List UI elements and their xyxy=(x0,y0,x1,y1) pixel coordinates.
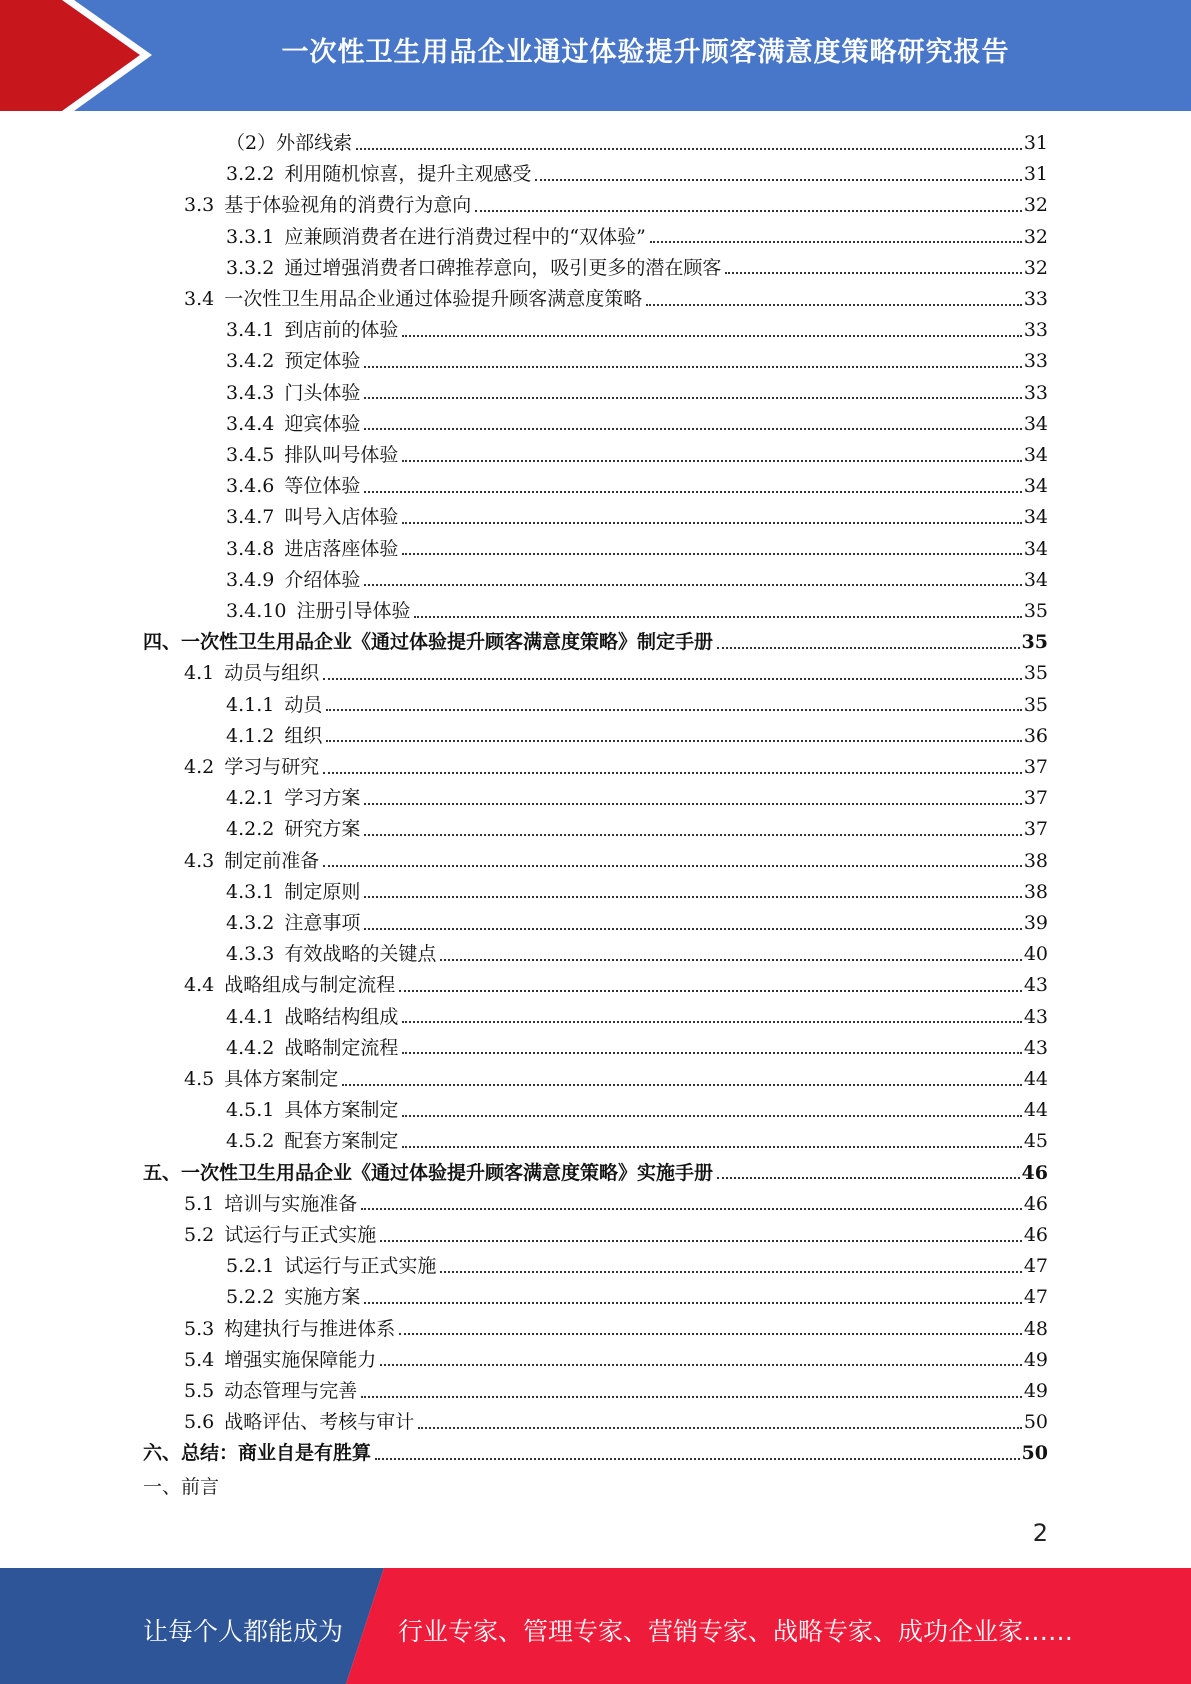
toc-entry-label: 具体方案制定 xyxy=(224,1068,339,1090)
toc-entry-number: 3.4.7 xyxy=(226,506,275,529)
toc-dot-leader xyxy=(717,1177,1020,1179)
toc-entry-label: 注册引导体验 xyxy=(296,600,411,622)
toc-entry[interactable] xyxy=(226,502,1048,533)
toc-entry-page: 37 xyxy=(1023,787,1048,810)
toc-entry-number: 5.4 xyxy=(184,1348,215,1371)
toc-entry[interactable] xyxy=(226,690,1048,721)
toc-dot-leader xyxy=(646,304,1022,306)
toc-entry[interactable] xyxy=(143,1158,1048,1189)
toc-entry[interactable] xyxy=(226,1033,1048,1064)
toc-entry-label: 试运行与正式实施 xyxy=(284,1255,437,1278)
toc-entry-label: 到店前的体验 xyxy=(284,319,399,342)
document-title: 一次性卫生用品企业通过体验提升顾客满意度策略研究报告 xyxy=(281,37,1010,68)
toc-entry-page: 50 xyxy=(1023,1411,1048,1434)
toc-entry-page: 32 xyxy=(1023,194,1048,217)
toc-entry-number: 4.2.1 xyxy=(226,787,275,810)
toc-dot-leader xyxy=(414,616,1021,618)
toc-entry[interactable] xyxy=(226,814,1048,845)
toc-dot-leader xyxy=(418,1427,1022,1429)
toc-entry-number: 4.4.1 xyxy=(226,1005,275,1028)
toc-entry-page: 33 xyxy=(1023,319,1048,342)
toc-entry[interactable] xyxy=(184,1376,1048,1407)
toc-dot-leader xyxy=(440,959,1021,961)
toc-entry-page: 33 xyxy=(1023,381,1048,404)
toc-entry-number: 5.2.1 xyxy=(226,1255,275,1278)
toc-entry[interactable] xyxy=(143,627,1048,658)
toc-dot-leader xyxy=(380,1240,1022,1242)
toc-entry[interactable] xyxy=(226,440,1048,471)
toc-dot-leader xyxy=(535,179,1021,181)
toc-dot-leader xyxy=(402,553,1021,555)
toc-entry-page: 43 xyxy=(1023,1005,1048,1028)
toc-entry-page: 34 xyxy=(1023,444,1048,466)
toc-entry[interactable] xyxy=(226,128,1048,159)
toc-entry-label: 试运行与正式实施 xyxy=(224,1224,377,1246)
toc-entry-page: 46 xyxy=(1023,1192,1048,1215)
toc-entry-page: 50 xyxy=(1021,1442,1048,1465)
toc-entry-label: 叫号入店体验 xyxy=(284,506,399,529)
toc-entry-label: 战略结构组成 xyxy=(284,1005,399,1028)
toc-entry[interactable] xyxy=(226,315,1048,346)
toc-entry[interactable] xyxy=(226,1095,1048,1126)
toc-entry-number: 3.4.10 xyxy=(226,600,287,622)
toc-entry-label: 通过增强消费者口碑推荐意向，吸引更多的潜在顾客 xyxy=(284,256,722,279)
toc-entry-label: （2）外部线索 xyxy=(226,132,353,154)
toc-entry[interactable] xyxy=(226,1251,1048,1282)
toc-entry[interactable] xyxy=(226,939,1048,970)
toc-entry[interactable] xyxy=(226,565,1048,596)
toc-entry-number: 4.5 xyxy=(184,1068,215,1090)
toc-entry-number: 4.2.2 xyxy=(226,818,275,841)
toc-entry[interactable] xyxy=(226,877,1048,908)
toc-entry-number: 3.4.8 xyxy=(226,537,275,560)
toc-entry-number: 5.3 xyxy=(184,1317,215,1340)
toc-entry-number: 4.1 xyxy=(184,662,215,685)
toc-entry[interactable] xyxy=(184,1220,1048,1251)
toc-entry-label: 动员 xyxy=(284,693,323,716)
toc-entry-page: 47 xyxy=(1023,1286,1048,1309)
toc-entry-page: 39 xyxy=(1023,912,1048,934)
toc-entry[interactable] xyxy=(226,159,1048,190)
toc-dot-leader xyxy=(725,272,1021,274)
toc-entry-label: 制定前准备 xyxy=(224,849,320,872)
toc-entry-number: 3.4 xyxy=(184,288,215,310)
toc-entry[interactable] xyxy=(226,534,1048,565)
toc-entry-number: 4.3 xyxy=(184,849,215,872)
toc-entry-page: 40 xyxy=(1023,943,1048,966)
toc-dot-leader xyxy=(364,491,1021,493)
toc-entry[interactable] xyxy=(184,1407,1048,1438)
toc-entry-number: 3.4.3 xyxy=(226,381,275,404)
toc-entry-number: 4.2 xyxy=(184,756,215,778)
toc-entry-label: 实施方案 xyxy=(284,1286,361,1309)
toc-dot-leader xyxy=(361,1208,1022,1210)
toc-entry-label: 迎宾体验 xyxy=(284,412,361,435)
toc-entry-label: 介绍体验 xyxy=(284,568,361,591)
toc-entry[interactable] xyxy=(184,190,1048,221)
toc-dot-leader xyxy=(399,990,1022,992)
toc-entry-page: 43 xyxy=(1023,974,1048,997)
toc-entry-page: 34 xyxy=(1023,568,1048,591)
toc-dot-leader xyxy=(364,803,1021,805)
toc-entry-label: 培训与实施准备 xyxy=(224,1192,358,1215)
toc-entry[interactable] xyxy=(226,908,1048,939)
toc-entry-label: 五、一次性卫生用品企业《通过体验提升顾客满意度策略》实施手册 xyxy=(143,1161,714,1184)
toc-entry-page: 34 xyxy=(1023,506,1048,529)
toc-dot-leader xyxy=(402,1115,1021,1117)
toc-dot-leader xyxy=(402,1021,1021,1023)
toc-entry-label: 构建执行与推进体系 xyxy=(224,1317,396,1340)
toc-entry-page: 34 xyxy=(1023,412,1048,435)
toc-entry-page: 45 xyxy=(1023,1130,1048,1153)
toc-entry-label: 具体方案制定 xyxy=(284,1099,399,1122)
toc-entry-preface[interactable] xyxy=(143,1472,219,1503)
toc-dot-leader xyxy=(323,678,1022,680)
toc-dot-leader xyxy=(375,1458,1020,1460)
toc-entry-number: 3.3.2 xyxy=(226,256,275,279)
toc-entry[interactable] xyxy=(143,1438,1048,1469)
toc-entry[interactable] xyxy=(184,970,1048,1001)
toc-entry-label: 应兼顾消费者在进行消费过程中的“双体验” xyxy=(284,225,646,248)
toc-dot-leader xyxy=(323,865,1022,867)
toc-entry-number: 5.5 xyxy=(184,1380,215,1402)
toc-entry-number: 4.4.2 xyxy=(226,1036,275,1059)
toc-entry-label: 预定体验 xyxy=(284,350,361,373)
toc-entry-number: 4.5.1 xyxy=(226,1099,275,1122)
toc-entry-number: 3.4.2 xyxy=(226,350,275,373)
toc-entry-number: 4.3.1 xyxy=(226,880,275,903)
toc-entry[interactable] xyxy=(226,378,1048,409)
toc-dot-leader xyxy=(323,772,1022,774)
toc-entry-number: 4.3.3 xyxy=(226,943,275,966)
toc-entry-number: 3.3 xyxy=(184,194,215,217)
toc-dot-leader xyxy=(402,1146,1021,1148)
toc-entry-label: 研究方案 xyxy=(284,818,361,841)
toc-entry-number: 3.4.5 xyxy=(226,444,275,466)
toc-entry-page: 31 xyxy=(1023,163,1048,186)
toc-entry-label: 动员与组织 xyxy=(224,662,320,685)
page-footer xyxy=(0,1568,1191,1684)
toc-entry-label: 动态管理与完善 xyxy=(224,1380,358,1402)
footer-slogan-left: 让每个人都能成为 xyxy=(143,1617,344,1646)
toc-entry-label: 制定原则 xyxy=(284,880,361,903)
toc-entry-number: 5.2 xyxy=(184,1224,215,1246)
toc-entry[interactable] xyxy=(226,783,1048,814)
toc-entry-label: 战略制定流程 xyxy=(284,1036,399,1059)
toc-entry[interactable] xyxy=(184,846,1048,877)
toc-entry-page: 32 xyxy=(1023,225,1048,248)
toc-dot-leader xyxy=(364,1302,1021,1304)
toc-entry-number: 4.4 xyxy=(184,974,215,997)
toc-entry[interactable] xyxy=(184,1345,1048,1376)
toc-entry-label: 学习方案 xyxy=(284,787,361,810)
toc-entry-number: 3.4.9 xyxy=(226,568,275,591)
toc-dot-leader xyxy=(440,1271,1021,1273)
toc-entry-page: 47 xyxy=(1023,1255,1048,1278)
toc-dot-leader xyxy=(402,1052,1021,1054)
toc-entry-page: 33 xyxy=(1023,350,1048,373)
toc-entry-page: 38 xyxy=(1023,849,1048,872)
toc-dot-leader xyxy=(364,366,1021,368)
toc-entry-page: 34 xyxy=(1023,475,1048,498)
toc-entry[interactable] xyxy=(226,409,1048,440)
toc-entry-number: 4.5.2 xyxy=(226,1130,275,1153)
toc-entry-label: 等位体验 xyxy=(284,475,361,498)
toc-entry-number: 4.1.1 xyxy=(226,693,275,716)
toc-dot-leader xyxy=(402,522,1021,524)
toc-dot-leader xyxy=(342,1084,1022,1086)
toc-entry-label: 利用随机惊喜，提升主观感受 xyxy=(284,163,532,186)
toc-entry-page: 31 xyxy=(1023,132,1048,154)
toc-entry-number: 3.4.6 xyxy=(226,475,275,498)
toc-entry[interactable] xyxy=(226,1126,1048,1157)
toc-dot-leader xyxy=(326,709,1021,711)
toc-entry-page: 33 xyxy=(1023,288,1048,310)
toc-entry[interactable] xyxy=(184,1314,1048,1345)
toc-entry-label: 战略组成与制定流程 xyxy=(224,974,396,997)
toc-dot-leader xyxy=(380,1364,1022,1366)
toc-entry-number: 3.4.1 xyxy=(226,319,275,342)
toc-entry-page: 44 xyxy=(1023,1068,1048,1090)
toc-dot-leader xyxy=(326,740,1021,742)
toc-entry[interactable] xyxy=(226,596,1048,627)
toc-entry[interactable] xyxy=(184,658,1048,689)
toc-entry-number: 4.3.2 xyxy=(226,912,275,934)
footer-slogan-right: 行业专家、管理专家、营销专家、战略专家、成功企业家…… xyxy=(398,1617,1074,1646)
toc-entry-page: 46 xyxy=(1021,1161,1048,1184)
toc-entry-number: 3.2.2 xyxy=(226,163,275,186)
toc-entry[interactable] xyxy=(184,1189,1048,1220)
toc-entry-page: 48 xyxy=(1023,1317,1048,1340)
toc-entry-label: 基于体验视角的消费行为意向 xyxy=(224,194,472,217)
toc-entry-page: 36 xyxy=(1023,724,1048,747)
toc-entry-label: 组织 xyxy=(284,724,323,747)
toc-dot-leader xyxy=(364,834,1021,836)
toc-entry-page: 35 xyxy=(1023,662,1048,685)
toc-entry[interactable] xyxy=(226,1282,1048,1313)
toc-entry-label: 一、前言 xyxy=(143,1476,220,1498)
toc-entry-number: 3.3.1 xyxy=(226,225,275,248)
toc-entry-label: 有效战略的关键点 xyxy=(284,943,437,966)
toc-entry-label: 进店落座体验 xyxy=(284,537,399,560)
toc-entry-page: 37 xyxy=(1023,818,1048,841)
toc-entry[interactable] xyxy=(226,253,1048,284)
toc-entry-page: 44 xyxy=(1023,1099,1048,1122)
toc-dot-leader xyxy=(399,1333,1022,1335)
toc-dot-leader xyxy=(475,210,1022,212)
toc-entry-page: 38 xyxy=(1023,880,1048,903)
toc-entry[interactable] xyxy=(226,471,1048,502)
page-header xyxy=(0,0,1191,111)
toc-entry-number: 5.2.2 xyxy=(226,1286,275,1309)
toc-entry-page: 37 xyxy=(1023,756,1048,778)
toc-entry-page: 32 xyxy=(1023,256,1048,279)
toc-entry[interactable] xyxy=(226,346,1048,377)
toc-dot-leader xyxy=(356,148,1022,150)
toc-entry-page: 49 xyxy=(1023,1348,1048,1371)
toc-dot-leader xyxy=(364,397,1021,399)
toc-entry-label: 注意事项 xyxy=(284,912,361,934)
toc-entry-page: 35 xyxy=(1021,631,1048,654)
toc-entry-label: 配套方案制定 xyxy=(284,1130,399,1153)
toc-entry-page: 46 xyxy=(1023,1224,1048,1246)
toc-entry-label: 门头体验 xyxy=(284,381,361,404)
toc-entry-page: 49 xyxy=(1023,1380,1048,1402)
toc-dot-leader xyxy=(650,241,1022,243)
toc-entry-label: 一次性卫生用品企业通过体验提升顾客满意度策略 xyxy=(224,288,643,310)
toc-dot-leader xyxy=(402,335,1021,337)
toc-entry-number: 4.1.2 xyxy=(226,724,275,747)
toc-entry-number: 5.6 xyxy=(184,1411,215,1434)
toc-entry-page: 34 xyxy=(1023,537,1048,560)
toc-entry[interactable] xyxy=(226,222,1048,253)
toc-dot-leader xyxy=(361,1396,1022,1398)
toc-entry-page: 43 xyxy=(1023,1036,1048,1059)
toc-entry-number: 5.1 xyxy=(184,1192,215,1215)
toc-dot-leader xyxy=(364,896,1021,898)
toc-entry-label: 战略评估、考核与审计 xyxy=(224,1411,415,1434)
toc-entry-page: 35 xyxy=(1023,600,1048,622)
toc-dot-leader xyxy=(364,428,1021,430)
toc-dot-leader xyxy=(364,928,1021,930)
toc-entry[interactable] xyxy=(184,284,1048,315)
toc-entry-label: 学习与研究 xyxy=(224,756,320,778)
toc-entry-number: 3.4.4 xyxy=(226,412,275,435)
toc-dot-leader xyxy=(402,460,1021,462)
page-number: 2 xyxy=(1032,1519,1048,1547)
toc-entry[interactable] xyxy=(226,1002,1048,1033)
toc-entry[interactable] xyxy=(184,752,1048,783)
toc-entry-label: 四、一次性卫生用品企业《通过体验提升顾客满意度策略》制定手册 xyxy=(143,631,714,654)
toc-entry-label: 六、总结：商业自是有胜算 xyxy=(143,1442,372,1465)
toc-dot-leader xyxy=(717,647,1020,649)
toc-entry-page: 35 xyxy=(1023,693,1048,716)
toc-entry[interactable] xyxy=(184,1064,1048,1095)
toc-entry[interactable] xyxy=(226,721,1048,752)
toc-entry-label: 排队叫号体验 xyxy=(284,444,399,466)
toc-entry-label: 增强实施保障能力 xyxy=(224,1348,377,1371)
toc-dot-leader xyxy=(364,584,1021,586)
